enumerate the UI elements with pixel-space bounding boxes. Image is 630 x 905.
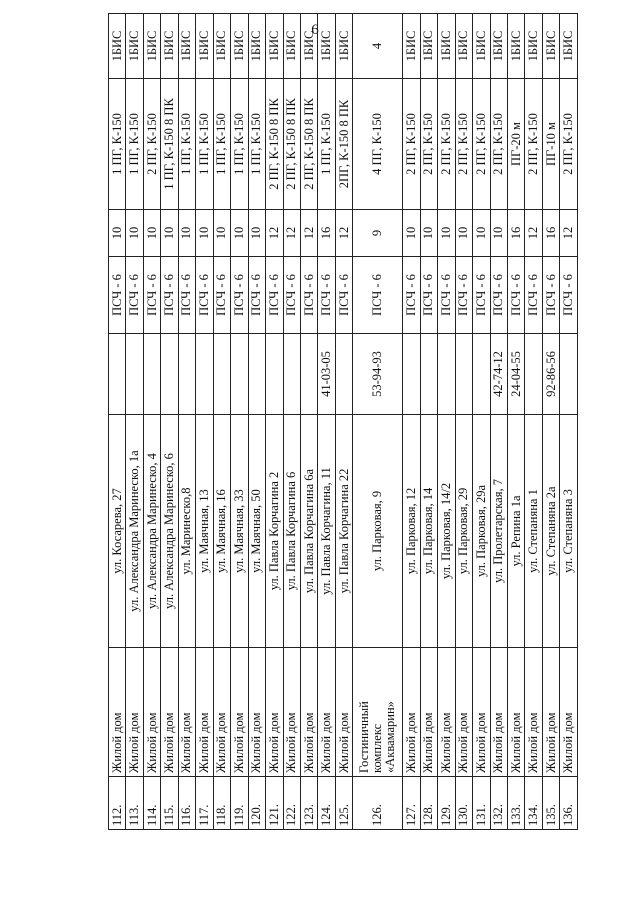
cell-count: 16 [507,210,524,257]
table-row [126,14,143,830]
cell-address: ул. Маячная, 13 [196,415,213,648]
cell-count: 10 [213,210,230,257]
cell-fire-station: ПСЧ - 6 [507,257,524,334]
cell-object-type: Жилой дом [525,648,542,777]
cell-object-type: Жилой дом [490,648,507,777]
cell-fire-station: ПСЧ - 6 [248,257,265,334]
cell-fire-station: ПСЧ - 6 [126,257,143,334]
cell-phone [560,334,578,415]
cell-object-type: Жилой дом [420,648,437,777]
cell-row-number: 116. [178,777,195,830]
cell-fire-station: ПСЧ - 6 [403,257,420,334]
cell-row-number: 127. [403,777,420,830]
cell-phone [473,334,490,415]
cell-count: 10 [196,210,213,257]
cell-fire-station: ПСЧ - 6 [560,257,578,334]
table-row [420,14,437,830]
cell-address: ул. Парковая, 14 [420,415,437,648]
cell-row-number: 128. [420,777,437,830]
cell-phone [109,334,126,415]
table-row [143,14,160,830]
cell-phone [438,334,455,415]
cell-row-number: 125. [335,777,352,830]
table-row [266,14,283,830]
table-row [196,14,213,830]
cell-object-type: Жилой дом [318,648,335,777]
cell-object-type: Жилой дом [196,648,213,777]
cell-phone: 42-74-12 [490,334,507,415]
cell-system: 1БИС [143,14,160,79]
cell-object-type: Жилой дом [438,648,455,777]
objects-table [108,13,578,830]
cell-fire-station: ПСЧ - 6 [420,257,437,334]
cell-fire-station: ПСЧ - 6 [335,257,352,334]
cell-address: ул. Парковая, 14/2 [438,415,455,648]
cell-equipment: 2 ПГ, К-150 [455,79,472,210]
cell-fire-station: ПСЧ - 6 [213,257,230,334]
cell-phone [161,334,178,415]
cell-object-type: Жилой дом [473,648,490,777]
cell-fire-station: ПСЧ - 6 [353,257,403,334]
cell-row-number: 131. [473,777,490,830]
cell-count: 10 [438,210,455,257]
cell-object-type: Гостиничный комплекс «Аквамарин» [353,648,403,777]
cell-object-type: Жилой дом [143,648,160,777]
cell-fire-station: ПСЧ - 6 [455,257,472,334]
cell-equipment: 1 ПГ, К-150 [126,79,143,210]
cell-system: 1БИС [283,14,300,79]
cell-phone [143,334,160,415]
cell-address: ул. Маячная, 16 [213,415,230,648]
cell-equipment: 1 ПГ, К-150 [178,79,195,210]
cell-object-type: Жилой дом [455,648,472,777]
cell-row-number: 134. [525,777,542,830]
table-row [178,14,195,830]
table-row [231,14,248,830]
cell-system: 1БИС [525,14,542,79]
cell-system: 1БИС [507,14,524,79]
cell-fire-station: ПСЧ - 6 [231,257,248,334]
cell-object-type: Жилой дом [335,648,352,777]
cell-phone [231,334,248,415]
cell-phone [403,334,420,415]
cell-object-type: Жилой дом [161,648,178,777]
cell-fire-station: ПСЧ - 6 [196,257,213,334]
table-row [248,14,265,830]
cell-count: 10 [161,210,178,257]
cell-object-type: Жилой дом [542,648,559,777]
table-row [161,14,178,830]
cell-row-number: 117. [196,777,213,830]
cell-address: ул. Александра Маринеско, 6 [161,415,178,648]
cell-system: 1БИС [560,14,578,79]
cell-count: 10 [473,210,490,257]
cell-row-number: 113. [126,777,143,830]
cell-object-type: Жилой дом [300,648,317,777]
page-number: 6 [311,22,319,38]
cell-address: ул. Павла Корчагина 6 [283,415,300,648]
table-row [353,14,403,830]
cell-equipment: 1 ПГ, К-150 [196,79,213,210]
cell-fire-station: ПСЧ - 6 [300,257,317,334]
cell-row-number: 126. [353,777,403,830]
cell-system: 1БИС [455,14,472,79]
cell-count: 10 [248,210,265,257]
cell-address: ул. Парковая, 29 [455,415,472,648]
cell-system: 1БИС [161,14,178,79]
cell-fire-station: ПСЧ - 6 [473,257,490,334]
cell-equipment: 2 ПГ, К-150 [438,79,455,210]
cell-equipment: ПГ-10 м [542,79,559,210]
cell-address: ул. Павла Корчагина, 11 [318,415,335,648]
cell-row-number: 130. [455,777,472,830]
cell-phone [455,334,472,415]
cell-equipment: 2 ПГ, К-150 8 ПК [266,79,283,210]
cell-phone [178,334,195,415]
cell-address: ул. Александра Маринеско, 1а [126,415,143,648]
cell-system: 4 [353,14,403,79]
cell-object-type: Жилой дом [126,648,143,777]
cell-phone: 41-03-05 [318,334,335,415]
table-row [300,14,317,830]
cell-equipment: 1 ПГ, К-150 [213,79,230,210]
cell-object-type: Жилой дом [403,648,420,777]
cell-fire-station: ПСЧ - 6 [143,257,160,334]
cell-system: 1БИС [300,14,317,79]
cell-count: 10 [403,210,420,257]
cell-object-type: Жилой дом [213,648,230,777]
cell-object-type: Жилой дом [266,648,283,777]
cell-equipment: 1 ПГ, К-150 [109,79,126,210]
cell-phone: 53-94-93 [353,334,403,415]
cell-object-type: Жилой дом [248,648,265,777]
cell-row-number: 129. [438,777,455,830]
cell-row-number: 119. [231,777,248,830]
cell-count: 16 [542,210,559,257]
cell-system: 1БИС [213,14,230,79]
table-row [283,14,300,830]
cell-phone [283,334,300,415]
table-row [335,14,352,830]
cell-system: 1БИС [126,14,143,79]
cell-equipment: 2ПГ, К-150 8 ПК [335,79,352,210]
cell-system: 1БИС [420,14,437,79]
cell-system: 1БИС [196,14,213,79]
cell-row-number: 135. [542,777,559,830]
cell-system: 1БИС [490,14,507,79]
cell-address: ул. Репина 1а [507,415,524,648]
cell-system: 1БИС [403,14,420,79]
cell-count: 9 [353,210,403,257]
cell-equipment: 2 ПГ, К-150 [143,79,160,210]
cell-count: 10 [490,210,507,257]
cell-system: 1БИС [248,14,265,79]
cell-address: ул. Парковая, 29а [473,415,490,648]
cell-system: 1БИС [335,14,352,79]
cell-phone: 92-86-56 [542,334,559,415]
cell-object-type: Жилой дом [109,648,126,777]
cell-address: ул. Косарева, 27 [109,415,126,648]
cell-object-type: Жилой дом [507,648,524,777]
cell-row-number: 122. [283,777,300,830]
table-row [455,14,472,830]
cell-equipment: 2 ПГ, К-150 [525,79,542,210]
cell-row-number: 112. [109,777,126,830]
cell-object-type: Жилой дом [283,648,300,777]
cell-address: ул. Степаняна 3 [560,415,578,648]
cell-equipment: 4 ПГ, К-150 [353,79,403,210]
cell-fire-station: ПСЧ - 6 [178,257,195,334]
cell-equipment: 2 ПГ, К-150 8 ПК [300,79,317,210]
cell-row-number: 136. [560,777,578,830]
cell-address: ул. Маринеско,8 [178,415,195,648]
table-row [542,14,559,830]
cell-phone [525,334,542,415]
cell-equipment: 1 ПГ, К-150 8 ПК [161,79,178,210]
cell-count: 10 [178,210,195,257]
cell-count: 10 [420,210,437,257]
cell-object-type: Жилой дом [231,648,248,777]
cell-equipment: 2 ПГ, К-150 [490,79,507,210]
table-row [560,14,578,830]
cell-phone [196,334,213,415]
cell-count: 10 [126,210,143,257]
cell-fire-station: ПСЧ - 6 [283,257,300,334]
cell-address: ул. Степаняна 1 [525,415,542,648]
cell-phone [300,334,317,415]
cell-row-number: 120. [248,777,265,830]
table-row [213,14,230,830]
cell-phone [266,334,283,415]
cell-count: 10 [109,210,126,257]
cell-count: 10 [455,210,472,257]
cell-count: 10 [143,210,160,257]
cell-system: 1БИС [109,14,126,79]
cell-count: 12 [266,210,283,257]
cell-equipment: 2 ПГ, К-150 8 ПК [283,79,300,210]
cell-fire-station: ПСЧ - 6 [318,257,335,334]
cell-system: 1БИС [473,14,490,79]
cell-equipment: 2 ПГ, К-150 [473,79,490,210]
cell-address: ул. Парковая, 12 [403,415,420,648]
cell-address: ул. Пролетарская, 7 [490,415,507,648]
cell-phone: 24-04-55 [507,334,524,415]
cell-address: ул. Маячная, 50 [248,415,265,648]
cell-fire-station: ПСЧ - 6 [490,257,507,334]
cell-fire-station: ПСЧ - 6 [438,257,455,334]
cell-fire-station: ПСЧ - 6 [542,257,559,334]
rotated-table-container [108,30,578,830]
cell-phone [126,334,143,415]
cell-address: ул. Маячная, 33 [231,415,248,648]
cell-system: 1БИС [318,14,335,79]
cell-equipment: 2 ПГ, К-150 [560,79,578,210]
cell-fire-station: ПСЧ - 6 [525,257,542,334]
cell-address: ул. Степаняна 2а [542,415,559,648]
cell-system: 1БИС [231,14,248,79]
table-row [507,14,524,830]
cell-fire-station: ПСЧ - 6 [109,257,126,334]
cell-address: ул. Парковая, 9 [353,415,403,648]
cell-row-number: 124. [318,777,335,830]
cell-equipment: 1 ПГ, К-150 [248,79,265,210]
cell-row-number: 133. [507,777,524,830]
table-row [403,14,420,830]
cell-count: 16 [318,210,335,257]
cell-phone [213,334,230,415]
cell-address: ул. Александра Маринеско, 4 [143,415,160,648]
cell-system: 1БИС [178,14,195,79]
table-row [318,14,335,830]
cell-count: 12 [560,210,578,257]
cell-equipment: 2 ПГ, К-150 [403,79,420,210]
cell-row-number: 118. [213,777,230,830]
cell-object-type: Жилой дом [560,648,578,777]
cell-equipment: 2 ПГ, К-150 [420,79,437,210]
cell-count: 10 [231,210,248,257]
cell-equipment: ПГ-20 м [507,79,524,210]
cell-row-number: 115. [161,777,178,830]
cell-count: 12 [300,210,317,257]
table-row [438,14,455,830]
cell-count: 12 [525,210,542,257]
cell-address: ул. Павла Корчагина 22 [335,415,352,648]
cell-system: 1БИС [266,14,283,79]
table-row [109,14,126,830]
cell-count: 12 [335,210,352,257]
cell-system: 1БИС [438,14,455,79]
cell-fire-station: ПСЧ - 6 [161,257,178,334]
table-row [490,14,507,830]
cell-fire-station: ПСЧ - 6 [266,257,283,334]
cell-count: 12 [283,210,300,257]
table-row [525,14,542,830]
cell-row-number: 114. [143,777,160,830]
cell-equipment: 1 ПГ, К-150 [318,79,335,210]
cell-phone [248,334,265,415]
cell-object-type: Жилой дом [178,648,195,777]
cell-address: ул. Павла Корчагина 2 [266,415,283,648]
cell-phone [420,334,437,415]
cell-row-number: 121. [266,777,283,830]
cell-phone [335,334,352,415]
cell-row-number: 123. [300,777,317,830]
cell-equipment: 1 ПГ, К-150 [231,79,248,210]
cell-row-number: 132. [490,777,507,830]
table-row [473,14,490,830]
cell-system: 1БИС [542,14,559,79]
cell-address: ул. Павла Корчагина 6а [300,415,317,648]
